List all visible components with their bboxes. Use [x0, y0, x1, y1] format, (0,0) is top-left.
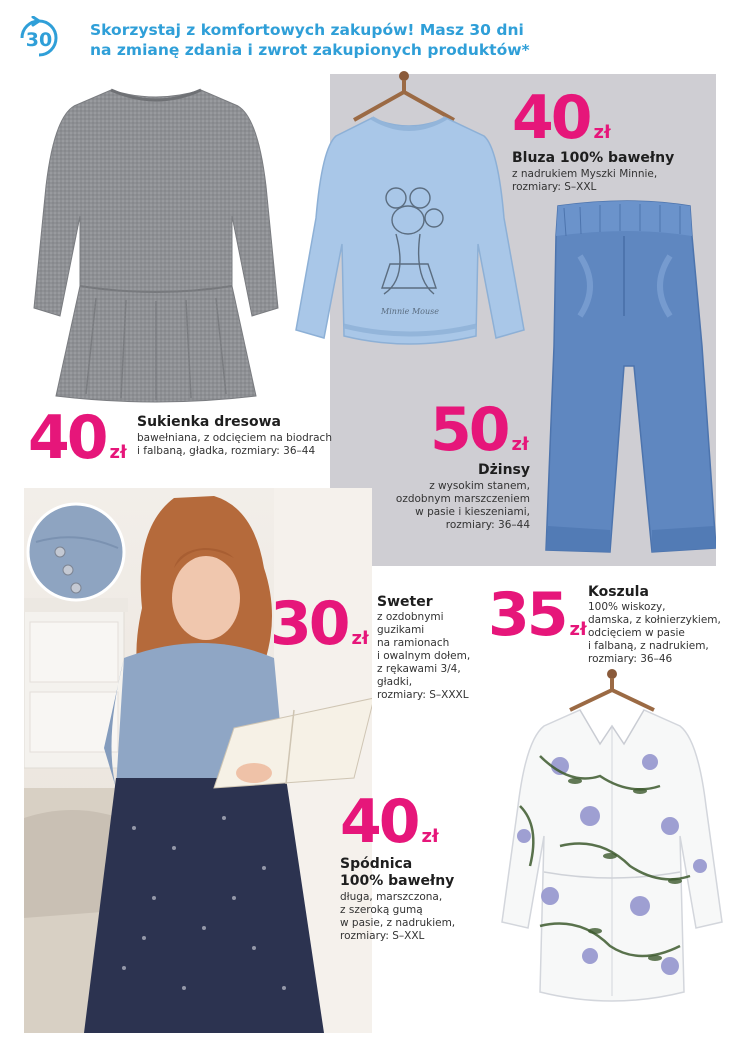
sweater-desc-line-7: rozmiary: S–XXXL	[377, 689, 469, 701]
sweatshirt-description	[512, 168, 702, 194]
sweatshirt-print-text: Minnie Mouse	[381, 307, 439, 316]
dress-desc-line-1: bawełniana, z odcięciem na biodrach	[137, 432, 332, 444]
blue-sweatshirt-image	[284, 68, 534, 368]
sweatshirt-price-value: 40	[512, 83, 590, 153]
denim-jeans-image	[540, 196, 716, 562]
jeans-desc-line-3: w pasie i kieszeniami,	[415, 506, 530, 518]
dress-price-currency: zł	[109, 442, 127, 463]
sweater-title: Sweter	[377, 594, 433, 610]
dress-price	[28, 403, 127, 473]
badge-number: 30	[25, 29, 53, 51]
skirt-price	[340, 787, 439, 857]
shirt-desc-line-3: odcięciem w pasie	[588, 627, 685, 639]
headline-line-1: Skorzystaj z komfortowych zakupów! Masz 30 dni	[90, 21, 524, 39]
sweater-price	[270, 589, 369, 659]
hanger-hook-icon	[399, 71, 409, 81]
sweater-desc-line-6: gładki,	[377, 676, 413, 688]
shirt-price-value: 35	[488, 580, 566, 650]
dress-price-value: 40	[28, 403, 106, 473]
skirt-description	[340, 891, 490, 943]
skirt-desc-line-4: rozmiary: S–XXL	[340, 930, 425, 942]
skirt-title-line-1: Spódnica	[340, 856, 413, 872]
hanger-hook-icon	[607, 669, 617, 679]
jeans-price-value: 50	[430, 395, 508, 465]
sweatshirt-desc-line-1: z nadrukiem Myszki Minnie,	[512, 168, 658, 180]
shirt-desc-line-1: 100% wiskozy,	[588, 601, 666, 613]
sweater-desc-line-2: guzikami	[377, 624, 425, 636]
skirt-price-currency: zł	[421, 826, 439, 847]
floral-shirt-image	[500, 666, 730, 1012]
return-30-days-badge	[14, 16, 64, 60]
sweater-button-detail-image	[26, 502, 126, 602]
sweatshirt-price	[512, 83, 611, 153]
sweater-desc-line-5: z rękawami 3/4,	[377, 663, 461, 675]
shirt-desc-line-2: damska, z kołnierzykiem,	[588, 614, 721, 626]
sweatshirt-title: Bluza 100% bawełny	[512, 150, 675, 166]
jeans-desc-line-1: z wysokim stanem,	[429, 480, 530, 492]
skirt-title	[340, 856, 490, 890]
skirt-desc-line-1: długa, marszczona,	[340, 891, 443, 903]
shirt-description	[588, 601, 748, 666]
dress-description	[137, 432, 347, 458]
sweater-price-value: 30	[270, 589, 348, 659]
skirt-title-line-2: 100% bawełny	[340, 873, 455, 889]
shirt-desc-line-5: rozmiary: 36–46	[588, 653, 673, 665]
grey-dress-image	[26, 76, 286, 406]
skirt-desc-line-2: z szeroką gumą	[340, 904, 423, 916]
jeans-description	[360, 480, 530, 532]
skirt-price-value: 40	[340, 787, 418, 857]
sweater-desc-line-3: na ramionach	[377, 637, 450, 649]
sweater-desc-line-4: i owalnym dołem,	[377, 650, 471, 662]
sweater-price-currency: zł	[351, 628, 369, 649]
dress-title: Sukienka dresowa	[137, 414, 282, 430]
jeans-desc-line-4: rozmiary: 36–44	[445, 519, 530, 531]
jeans-title: Dżinsy	[478, 462, 530, 478]
sweatshirt-price-currency: zł	[593, 122, 611, 143]
shirt-title: Koszula	[588, 584, 649, 600]
sweatshirt-desc-line-2: rozmiary: S–XXL	[512, 181, 597, 193]
circular-arrow-icon	[14, 16, 64, 60]
jeans-desc-line-2: ozdobnym marszczeniem	[395, 493, 530, 505]
shirt-desc-line-4: i falbaną, z nadrukiem,	[588, 640, 709, 652]
skirt-desc-line-3: w pasie, z nadrukiem,	[340, 917, 456, 929]
shirt-price-currency: zł	[569, 619, 587, 640]
sweater-desc-line-1: z ozdobnymi	[377, 611, 444, 623]
headline-line-2: na zmianę zdania i zwrot zakupionych produktów*	[90, 41, 530, 59]
shirt-price	[488, 580, 587, 650]
return-policy-headline	[90, 20, 650, 60]
dress-desc-line-2: i falbaną, gładka, rozmiary: 36–44	[137, 445, 316, 457]
jeans-price	[430, 395, 529, 465]
sweater-description	[377, 611, 487, 702]
jeans-price-currency: zł	[511, 434, 529, 455]
